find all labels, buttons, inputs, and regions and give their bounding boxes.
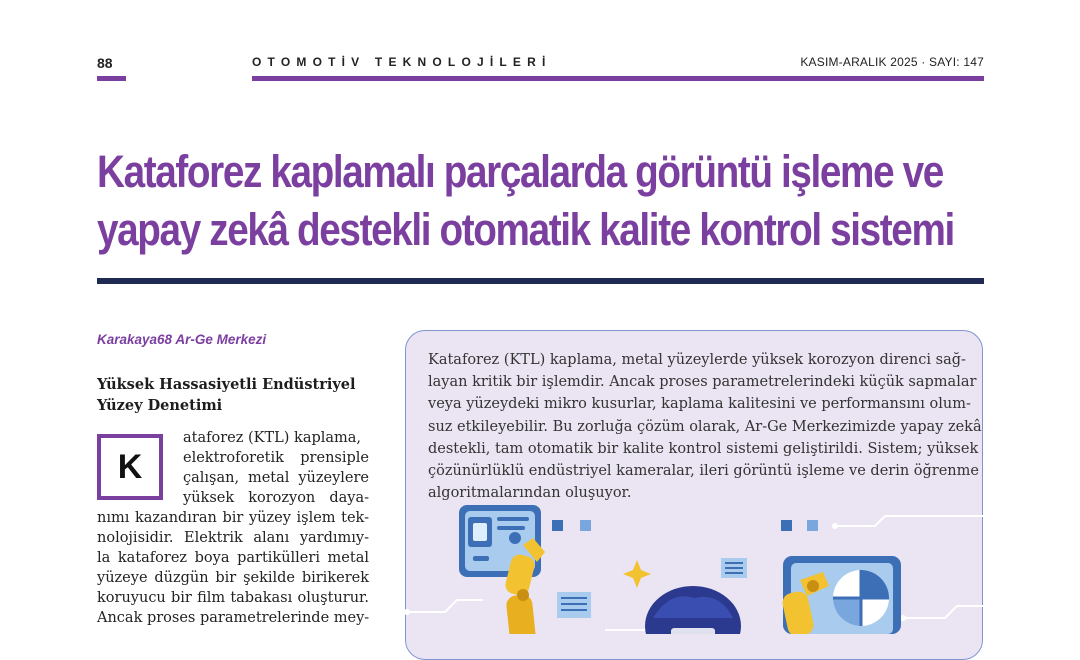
drop-cap: K bbox=[97, 434, 163, 500]
header-rule bbox=[252, 76, 984, 81]
document-icon bbox=[557, 592, 591, 618]
abstract-text bbox=[428, 349, 982, 504]
body-line: çalışan, metal yüzeylere bbox=[183, 470, 369, 486]
body-line: koruyucu bir film tabakası oluşturur. bbox=[97, 590, 369, 606]
title-rule bbox=[97, 278, 984, 284]
body-line: Ancak proses parametrelerinde mey- bbox=[97, 610, 370, 626]
section-subheading bbox=[97, 374, 369, 416]
ai-inspection-illustration bbox=[405, 500, 983, 634]
person-illustration bbox=[645, 586, 741, 634]
article-title bbox=[97, 143, 954, 259]
sparkle-icon bbox=[623, 560, 651, 588]
abstract-line: veya yüzeydeki mikro kusurlar, kaplama kalitesini ve performansını olum- bbox=[428, 396, 971, 413]
page-number-rule bbox=[97, 76, 126, 81]
subheading-line-2: Yüzey Denetimi bbox=[97, 397, 223, 414]
article-title-line-1: Kataforez kaplamalı parçalarda görüntü işleme ve bbox=[97, 146, 943, 197]
body-line: yüzeye düzgün bir şekilde birikerek bbox=[97, 570, 369, 586]
body-line: nımı kazandıran bir yüzey işlem tek- bbox=[97, 510, 369, 526]
abstract-line: çözünürlüklü endüstriyel kameralar, ileri görüntü işleme ve derin öğrenme bbox=[428, 462, 979, 479]
author-byline: Karakaya68 Ar-Ge Merkezi bbox=[97, 332, 267, 347]
abstract-line: Kataforez (KTL) kaplama, metal yüzeylerde yüksek korozyon direnci sağ- bbox=[428, 352, 966, 368]
body-line: yüksek korozyon daya- bbox=[183, 490, 369, 506]
article-title-line-2: yapay zekâ destekli otomatik kalite kontrol sistemi bbox=[97, 204, 954, 255]
abstract-line: algoritmalarından oluşuyor. bbox=[428, 485, 632, 502]
abstract-line: suz etkileyebilir. Bu zorluğa çözüm olarak, Ar-Ge Merkezimizde yapay zekâ bbox=[428, 418, 982, 435]
body-line: la kataforez boya partikülleri metal bbox=[97, 550, 369, 566]
issue-info: KASIM-ARALIK 2025 · SAYI: 147 bbox=[800, 55, 984, 69]
body-line: elektroforetik prensiple bbox=[183, 450, 369, 466]
abstract-line: layan kritik bir işlemdir. Ancak proses parametrelerindeki küçük sapmalar bbox=[428, 374, 977, 391]
body-line: ataforez (KTL) kaplama, bbox=[183, 430, 362, 446]
body-line: nolojisidir. Elektrik alanı yardımıy- bbox=[97, 530, 369, 546]
magazine-title: OTOMOTİV TEKNOLOJİLERİ bbox=[252, 55, 552, 69]
subheading-line-1: Yüksek Hassasiyetli Endüstriyel bbox=[97, 376, 356, 393]
abstract-line: destekli, tam otomatik bir kalite kontrol sistemi geliştirildi. Sistem; yüksek bbox=[428, 440, 979, 457]
page-number: 88 bbox=[97, 55, 113, 71]
document-icon bbox=[721, 558, 747, 578]
